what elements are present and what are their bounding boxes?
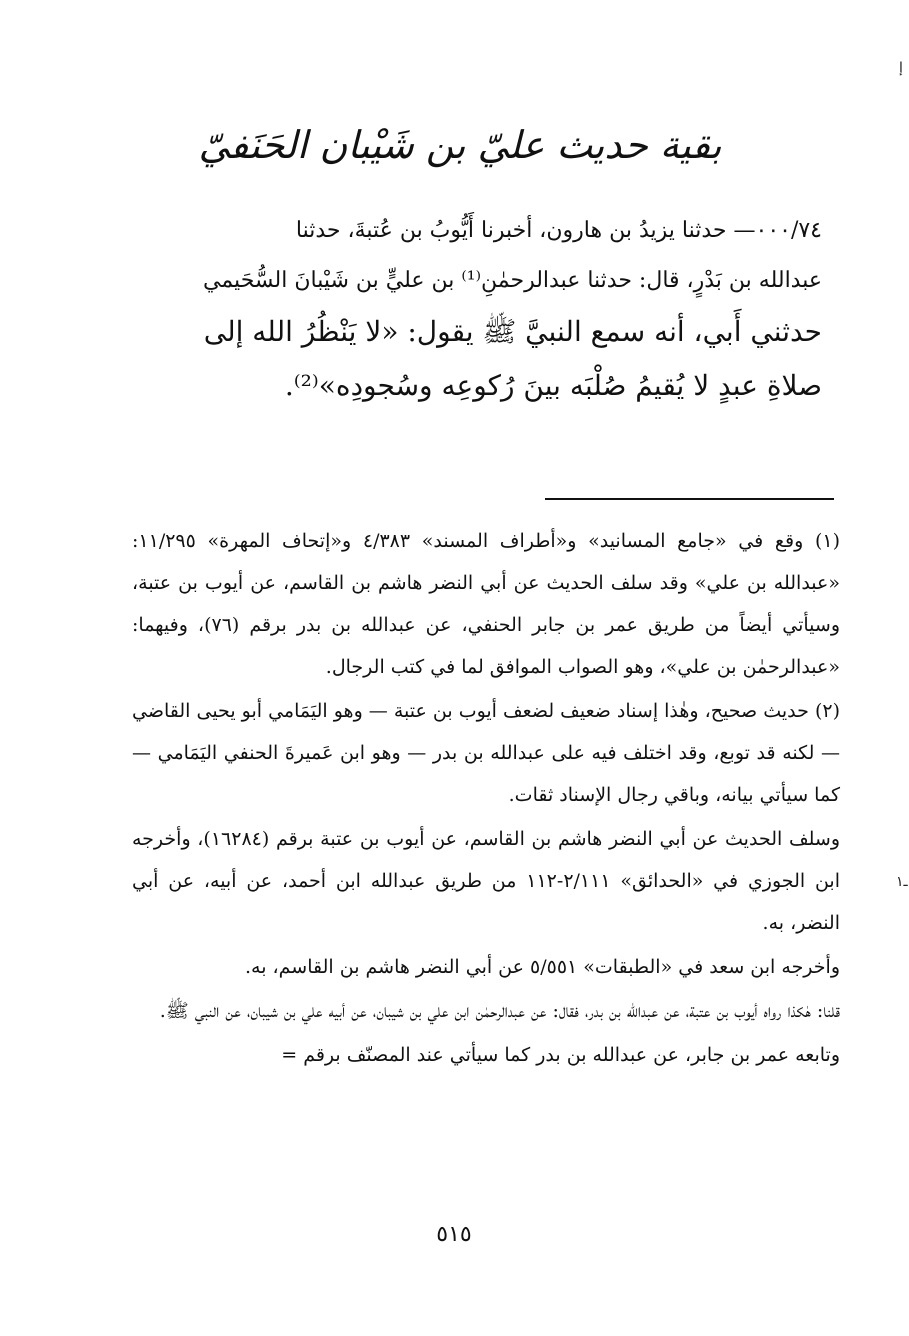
hadith-line: عبدالله بن بَدْرٍ، قال: حدثنا عبدالرحمٰنِ⁽¹⁾ بن عليٍّ بن شَيْبانَ السُّحَيمي xyxy=(203,268,822,293)
footnotes xyxy=(132,520,840,1078)
hadith-line: حدثني أَبي، أنه سمع النبيَّ ﷺ يقول: «لا يَنْظُرُ الله إلى xyxy=(203,315,822,348)
footnote-2: (٢) حديث صحيح، وهٰذا إسناد ضعيف لضعف أيوب بن عتبة — وهو اليَمَامي أبو يحيى القاضي — لكنه قد توبع، وقد اختلف فيه على عبدالله بن بدر — وهو ابن عَميرةَ الحنفي اليَمَامي — كما سيأتي بيانه، وباقي رجال الإسناد ثقات. xyxy=(132,700,840,806)
footnote-paragraph: قلنا: هٰكذا رواه أيوب بن عتبة، عن عبدالله بن بدر، فقال: عن عبدالرحمٰن ابن علي بن شيبان، عن أبيه علي بن شيبان، عن النبي ﷺ. xyxy=(159,1000,840,1022)
footnote-paragraph: وسلف الحديث عن أبي النضر هاشم بن القاسم، عن أيوب بن عتبة برقم (١٦٢٨٤)، وأخرجه ابن الجوزي في «الحدائق» ٢/١١١-١١٢ من طريق عبدالله ابن أحمد، عن أبيه، عن أبي النضر، به. xyxy=(132,828,840,934)
page-number: ٥١٥ xyxy=(436,1222,472,1247)
footnote-separator xyxy=(545,498,834,500)
margin-mark-middle: ـ١ xyxy=(896,874,908,890)
hadith-text xyxy=(132,214,822,406)
footnote-paragraph: وأخرجه ابن سعد في «الطبقات» ٥/٥٥١ عن أبي النضر هاشم بن القاسم، به. xyxy=(244,956,840,978)
margin-mark-top: إ xyxy=(899,60,903,76)
hadith-line: ٠٠٠/٧٤— حدثنا يزيدُ بن هارون، أخبرنا أَيُّوبُ بن عُتبةَ، حدثنا xyxy=(295,218,822,243)
chapter-title: بقية حديث عليّ بن شَيْبان الحَنَفيّ xyxy=(198,123,722,167)
hadith-line: صلاةِ عبدٍ لا يُقيمُ صُلْبَه بينَ رُكوعِه وسُجودِه»⁽²⁾. xyxy=(284,369,822,402)
footnote-paragraph: وتابعه عمر بن جابر، عن عبدالله بن بدر كما سيأتي عند المصنّف برقم = xyxy=(281,1044,840,1066)
footnote-1: (١) وقع في «جامع المسانيد» و«أطراف المسند» ٤/٣٨٣ و«إتحاف المهرة» ١١/٢٩٥: «عبدالله بن علي» وقد سلف الحديث عن أبي النضر هاشم بن القاسم، عن أيوب بن عتبة، وسيأتي أيضاً من طريق عمر بن جابر الحنفي، عن عبدالله بن بدر برقم (٧٦)، وفيهما: «عبدالرحمٰن بن علي»، وهو الصواب الموافق لما في كتب الرجال. xyxy=(132,530,840,678)
